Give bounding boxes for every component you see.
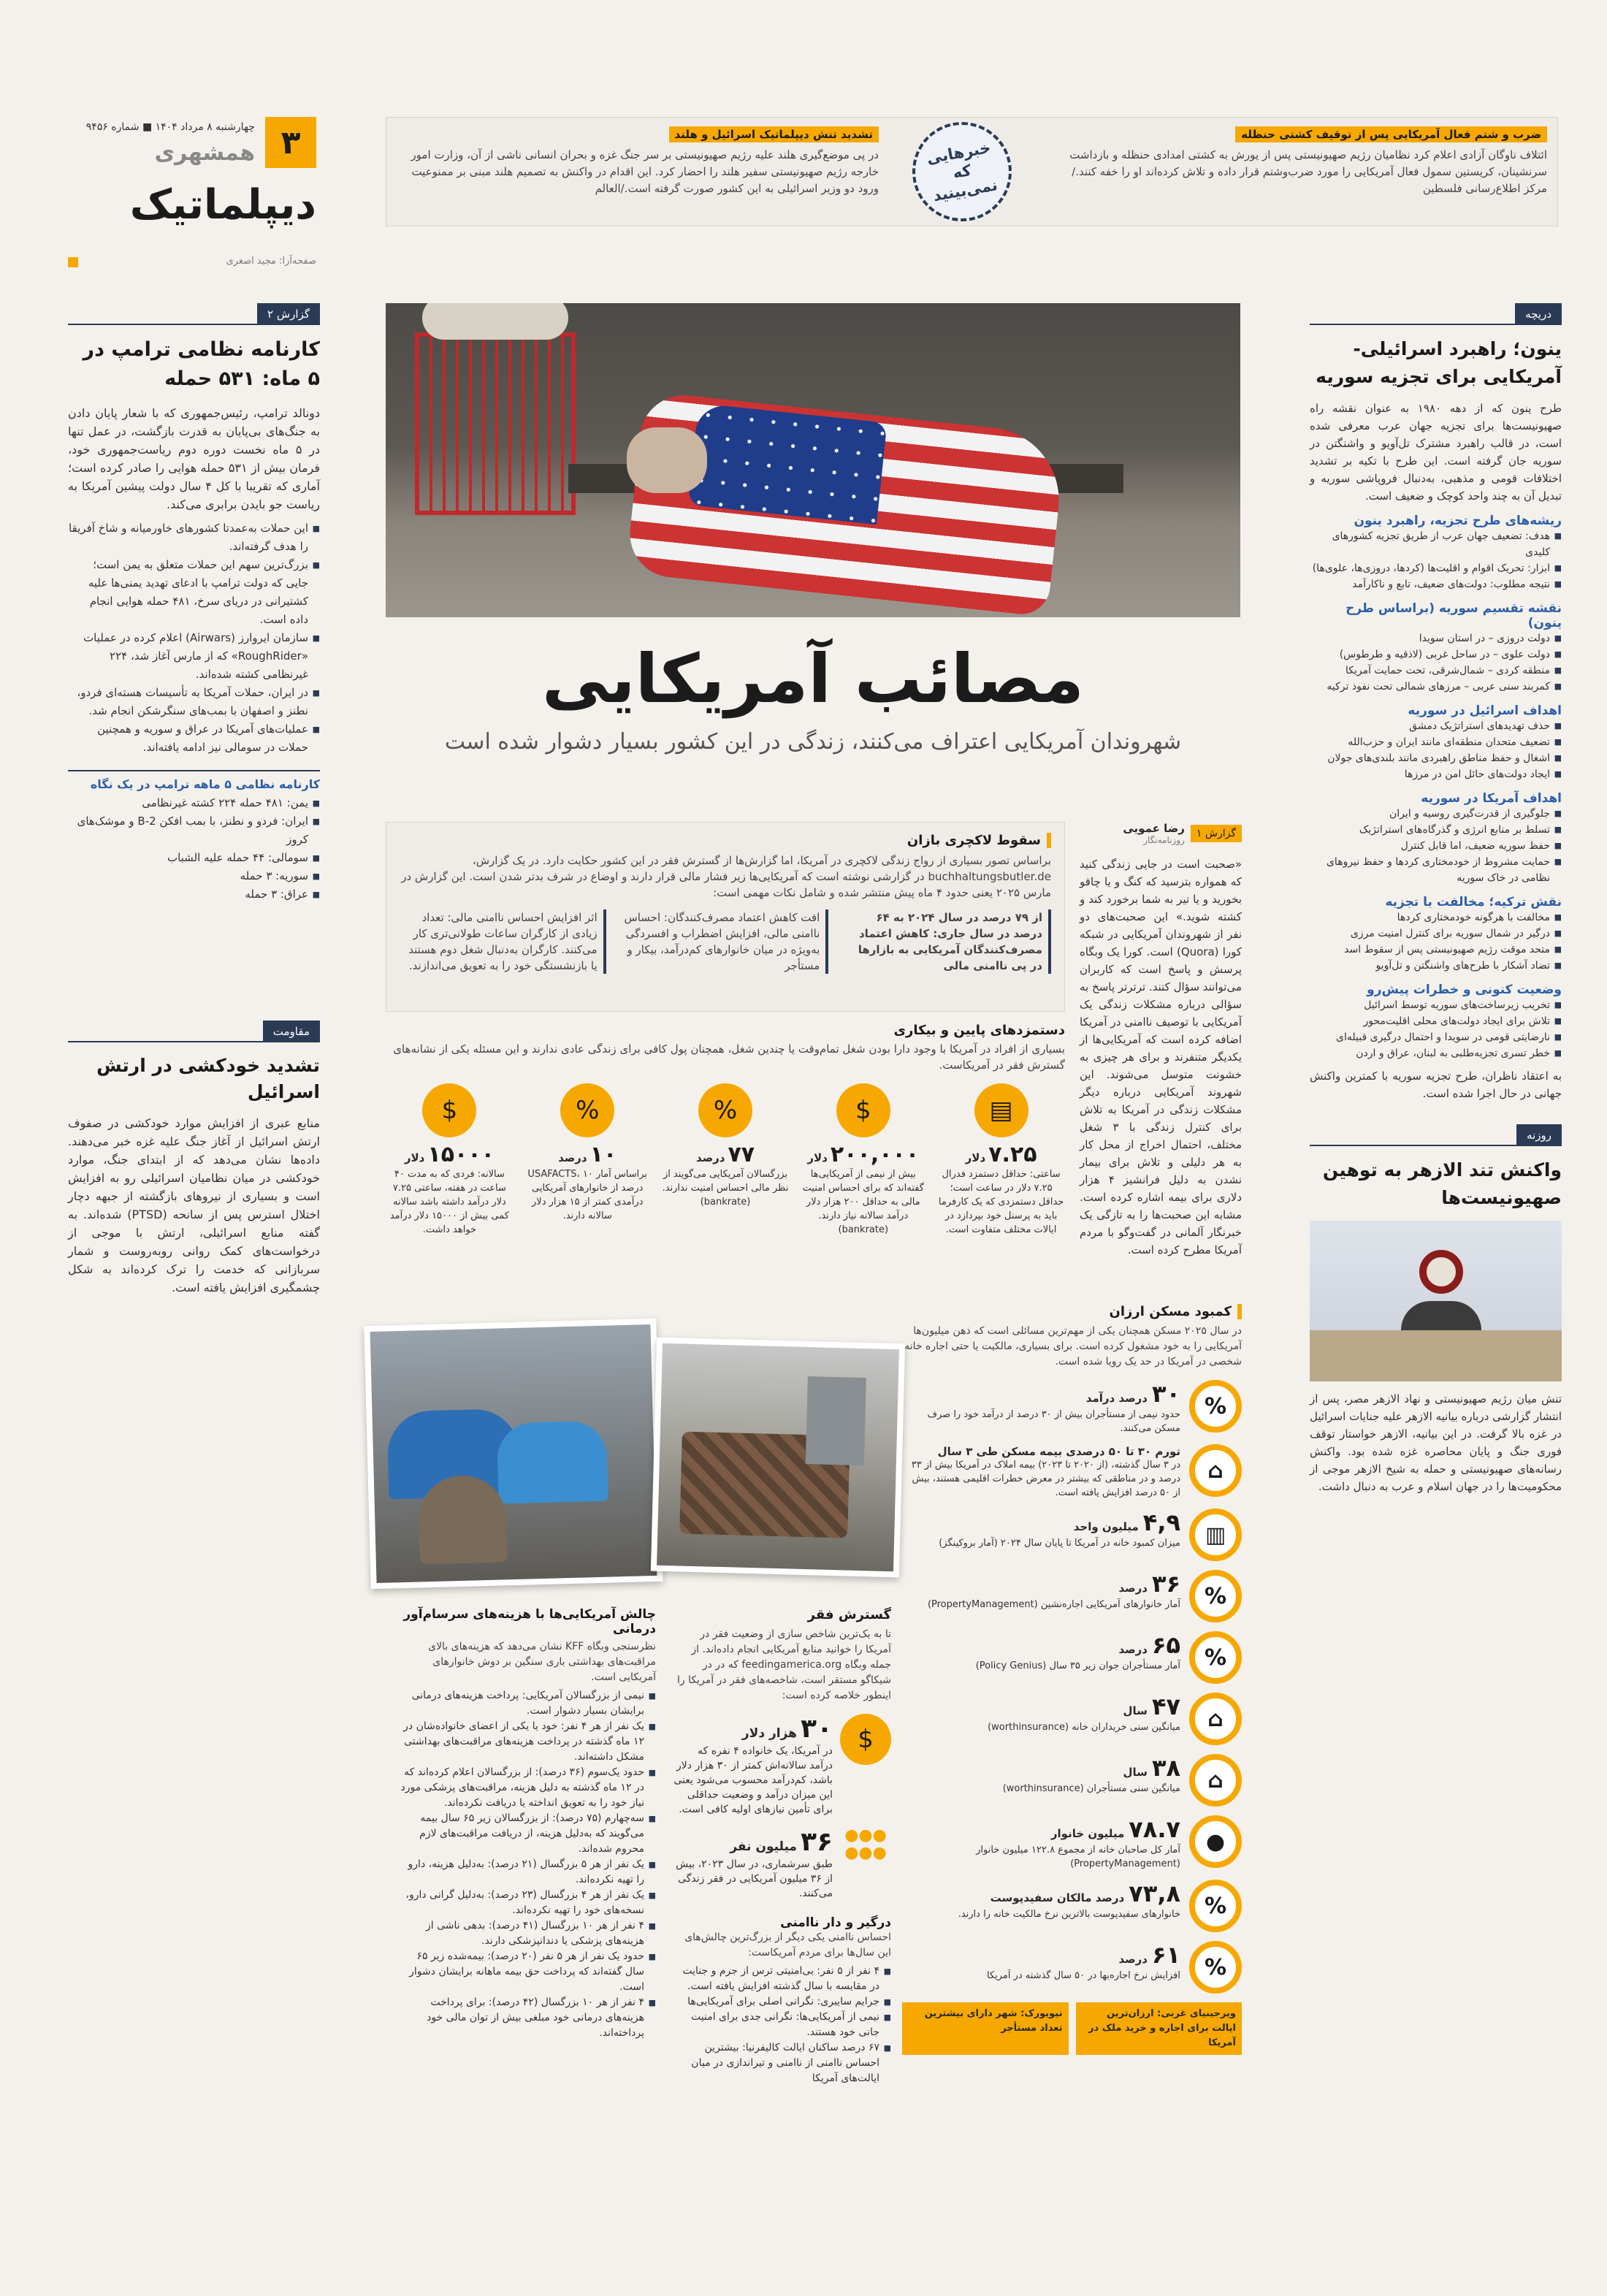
people-icon: ● (1189, 1815, 1242, 1868)
left-column-intro: دونالد ترامپ، رئیس‌جمهوری که با شعار پایان دادن به جنگ‌های بی‌پایان به قدرت بازگشت، در عمل تنها در ۵ ماه نخست دوره دوم ریاست‌جمهوری خود، فرمان بیش از ۵۳۱ حمله هوایی را صادر کرده است؛ آماری که تقریبا با کل ۴ سال دولت پیشین آمریکا به ریاست جو بایدن برابری می‌کند. (68, 406, 321, 511)
list-item: ■ سازمان ایروارز (Airwars) اعلام کرده در عملیات «RoughRider» که از مارس آغاز شد، ۲۲۴ غیرنظامی کشته شده‌اند. (68, 629, 320, 684)
editor-line: صفحه‌آرا: مجید اصغری (226, 256, 316, 267)
masthead (68, 117, 316, 267)
list-item: ■ هدف: تضعیف جهان عرب از طریق تجزیه کشورهای کلیدی (1310, 528, 1562, 560)
health-points (400, 1688, 656, 2041)
luxury-box (386, 822, 1065, 1012)
list-item: ■ تضاد آشکار با طرح‌های واشنگتن و تل‌آویو (1310, 958, 1562, 974)
wage-stat-value (524, 1142, 652, 1167)
housing-item-head (902, 1693, 1180, 1720)
housing-item-unit: درصد مالکان سفیدپوست (990, 1891, 1125, 1904)
top-news-right (1065, 126, 1547, 197)
list-item: ■ ایجاد دولت‌های حائل امن در مرزها (1310, 766, 1562, 782)
yinon-group (1310, 983, 1562, 1061)
editor-mark (68, 257, 78, 267)
poverty-section (672, 1607, 891, 2177)
list-item: ■ سه‌چهارم (۷۵ درصد): از بزرگسالان زیر ۶۵ سال بیمه می‌گویند که به‌دلیل هزینه، از دریافت مراقبت‌های لازم محروم شده‌اند. (400, 1811, 656, 1857)
list-item: ■ حذف تهدیدهای استراتژیک دمشق (1310, 718, 1562, 734)
wage-stat-value (937, 1142, 1065, 1167)
resist-title: تشدید خودکشی در ارتش اسرائیل (96, 1055, 320, 1102)
report-1-tag: گزارش ۱ (1191, 825, 1242, 842)
right-column-text-2: تنش میان رژیم صهیونیستی و نهاد الازهر مصر، پس از انتشار گزارشی درباره بیانیه الازهر علیه جنایات اسرائیل در غزه بالا گرفت. در این بیانیه، الازهر خواستار توقف فوری جنگ و پایان محاصره غزه شده بود. واکنش رسانه‌های صهیونیستی و حمله به شیخ الازهر موجی از محکومیت‌ها را در جهان اسلام و عرب به دنبال داشت. (1310, 1392, 1562, 1493)
wage-stat-num: ۱۰ (589, 1142, 617, 1167)
money-icon: $ (422, 1083, 476, 1137)
housing-item-num: ۶۱ (1151, 1941, 1180, 1969)
poverty-intro: تا به یک‌ترین شاخص سازی از وضعیت فقر در آمریکا را خوانید منابع آمریکایی انجام داده‌اند. از جمله وبگاه feedingamerica.org که در در شیکاگو مستقر است، شاخصه‌های فقر در آمریکا را اینطور خلاصه کرده است: (677, 1628, 891, 1701)
poverty-stat-2-unit: میلیون نفر (730, 1839, 797, 1854)
poverty-stat-2-num: ۳۶ (801, 1827, 833, 1857)
military-box (68, 770, 320, 904)
list-item: ■ ۴ نفر از ۵ نفر: بی‌امنیتی ترس از جرم و جنایت در مقایسه با سال گذشته افزایش یافته است. (672, 1964, 891, 1994)
buildings-icon: ▥ (1189, 1509, 1242, 1561)
percent-icon: % (1189, 1380, 1242, 1433)
top-news-left (397, 126, 879, 197)
wage-stat (662, 1083, 790, 1237)
housing-item-desc: در ۳ سال گذشته، (از ۲۰۲۰ تا ۲۰۲۳) بیمه املاک در آمریکا بیش از ۳۳ درصد و در مناطقی که بیشتر در معرض خطرات اقلیمی هستند، بیش از ۵۰ درصد افزایش یافته است. (911, 1460, 1180, 1498)
date-line: چهارشنبه ۸ مرداد ۱۴۰۴ ■ شماره ۹۴۵۶ (85, 121, 255, 133)
housing-item (902, 1509, 1242, 1561)
wage-stat-desc: سالانه: فردی که به مدت ۴۰ ساعت در هفته، ساعتی ۷.۲۵ دلار درآمد داشته باشد سالانه کمی بیش از ۱۵۰۰۰ دلار درآمد خواهد داشت. (389, 1169, 509, 1235)
tent-photo (364, 1319, 663, 1589)
percent-icon: % (1189, 1570, 1242, 1622)
health-section (400, 1607, 656, 2177)
page-number-badge (265, 117, 316, 168)
list-item: از ۷۹ درصد در سال ۲۰۲۴ به ۶۴ درصد در سال جاری: کاهش اعتماد مصرف‌کنندگان آمریکایی به بازارها در پی ناامنی مالی (844, 909, 1051, 974)
housing-item-num: ۳۶ (1151, 1570, 1180, 1598)
house-icon: ⌂ (1189, 1693, 1242, 1745)
percent-icon: % (560, 1083, 614, 1137)
yinon-group-title: اهداف اسرائیل در سوریه (1408, 703, 1562, 718)
housing-footer-left: نیویورک: شهر دارای بیشترین تعداد مستأجر (902, 2002, 1069, 2055)
yinon-group (1310, 514, 1562, 592)
poverty-stat-2-desc: طبق سرشماری، در سال ۲۰۲۳، بیش از ۳۶ میلیون آمریکایی در فقر زندگی می‌کنند. (676, 1858, 833, 1899)
wage-stat-desc: بیش از نیمی از آمریکایی‌ها گفته‌اند که برای احساس امنیت مالی به حداقل ۲۰۰ هزار دلار درآمد سالانه نیاز دارند. (bankrate) (802, 1169, 924, 1235)
yinon-group (1310, 895, 1562, 974)
housing-item-head (902, 1444, 1180, 1458)
list-item: اثر افزایش احساس ناامنی مالی: تعداد زیادی از کارگران ساعات طولانی‌تری کار می‌کنند. کارگران به‌دنبال شغل دوم هستند یا بازنشستگی خود را به تعویق می‌اندازند. (400, 909, 606, 974)
yinon-group-title: وضعیت کنونی و خطرات پیش‌رو (1367, 983, 1562, 997)
yinon-group (1310, 791, 1562, 886)
housing-item-head (902, 1631, 1180, 1659)
list-item: ■ در ایران، حملات آمریکا به تأسیسات هسته‌ای فردو، نطنز و اصفهان با بمب‌های سنگرشکن انجام شد. (68, 684, 320, 720)
wage-stat-num: ۷۷ (728, 1142, 755, 1167)
main-photo (386, 303, 1240, 617)
resist-text: منابع عبری از افزایش موارد خودکشی در صفوف ارتش اسرائیل از آغاز جنگ علیه غزه خبر می‌دهند. داده‌ها نشان می‌دهد که از ابتدای جنگ، موارد خودکشی در میان نظامیان اسرائیلی رو به افزایش است و بسیاری از نیروهای بازگشته از جبهه دچار اختلال استرس پس از سانحه (PTSD) شده‌اند. به گفته منابع اسرائیلی، ارتش با موجی از درخواست‌های کمک روانی روبه‌روست و شمار سربازانی که خدمت را ترک کرده‌اند به شکل چشمگیری افزایش یافته است. (68, 1116, 320, 1294)
yinon-group-title: نقشه تقسیم سوریه (براساس طرح ینون) (1345, 601, 1562, 630)
poverty-stat-1 (672, 1714, 891, 1817)
housing-item-unit: درصد درآمد (1085, 1392, 1148, 1405)
list-item: ■ حمایت مشروط از خودمختاری کردها و حفظ نیروهای نظامی در خاک سوریه (1310, 854, 1562, 886)
wage-stat-value (799, 1142, 927, 1167)
violence-points (672, 1964, 891, 2086)
wage-stat (386, 1083, 514, 1237)
yinon-group-title: ریشه‌های طرح تجزیه، راهبرد ینون (1354, 514, 1562, 528)
housing-items (902, 1380, 1242, 1994)
housing-item-num: ۷۸.۷ (1129, 1815, 1180, 1843)
yinon-group-items (1310, 909, 1562, 974)
yinon-groups (1310, 514, 1562, 1061)
top-news-badge-text: خبرهایی که نمی‌بینید (925, 138, 999, 205)
list-item: ■ تلاش برای ایجاد دولت‌های محلی اقلیت‌محور (1310, 1013, 1562, 1029)
right-tag: دریچه (1515, 303, 1562, 325)
list-item: ■ ۶۷ درصد ساکنان ایالت کالیفرنیا: بیشترین احساس ناامنی از ناامنی و تیراندازی در میان ایالت‌های آمریکا (672, 2040, 891, 2086)
list-item: ■ درگیر در شمال سوریه برای کنترل امنیت مرزی (1310, 926, 1562, 942)
housing-item (902, 1815, 1242, 1871)
wages-stats (386, 1083, 1065, 1237)
article-body-column (1080, 822, 1242, 1289)
right-column-title-2: واکنش تند الازهر به توهین صهیونیست‌ها (1322, 1159, 1562, 1208)
yinon-group (1310, 703, 1562, 782)
wage-stat (799, 1083, 927, 1237)
report-2-tag: گزارش ۲ (257, 303, 320, 325)
top-news-left-text: در پی موضع‌گیری هلند علیه رژیم صهیونیستی بر سر جنگ غزه و بحران انسانی ناشی از آن، وزارت امور خارجه رژیم صهیونیستی سفیر هلند را احضار کرد. این اقدام در واکنش به تصمیم هلند مبنی بر ممنوعیت ورود دو وزیر اسرائیلی به این کشور صورت گرفته است./العالم (411, 148, 879, 195)
percent-icon: % (698, 1083, 752, 1137)
housing-item-head (902, 1815, 1180, 1843)
list-item: ■ عملیات‌های آمریکا در عراق و سوریه و همچنین حملات در سومالی نیز ادامه یافته‌اند. (68, 720, 320, 757)
housing-item-desc: میانگین سنی خریداران خانه (worthinsurance) (988, 1722, 1180, 1733)
housing-item-num: ۳۸ (1151, 1754, 1180, 1782)
luxury-points (400, 909, 1051, 974)
report-1-header (1080, 822, 1242, 845)
percent-icon: % (1189, 1880, 1242, 1932)
wage-stat-value (662, 1142, 790, 1167)
wages-intro: بسیاری از افراد در آمریکا با وجود دارا بودن شغل تمام‌وقت یا چندین شغل، همچنان پول کافی برای زندگی عادی ندارند و این مسئله یکی از نشانه‌های گسترش فقر در آمریکاست. (393, 1042, 1065, 1072)
list-item: ■ ابزار: تحریک اقوام و اقلیت‌ها (کردها، دروزی‌ها، علوی‌ها) (1310, 560, 1562, 576)
headline-block (386, 636, 1240, 804)
yinon-group-title: اهداف آمریکا در سوریه (1421, 791, 1562, 806)
list-item: ■ سوریه: ۳ حمله (68, 867, 320, 885)
health-intro: نظرسنجی وبگاه KFF نشان می‌دهد که هزینه‌های بالای مراقبت‌های بهداشتی باری سنگین بر دوش خانوارهای آمریکایی است. (428, 1641, 656, 1683)
housing-item-head (902, 1754, 1180, 1782)
house-icon: ⌂ (1189, 1754, 1242, 1807)
percent-icon: % (1189, 1631, 1242, 1684)
top-news-badge (912, 122, 1012, 221)
list-item: ■ تسلط بر منابع انرژی و گذرگاه‌های استراتژیک (1310, 822, 1562, 838)
poverty-stat-1-desc: در آمریکا، یک خانواده ۴ نفره که درآمد سالانه‌اش کمتر از ۳۰ هزار دلار باشد، کم‌درآمد محسوب می‌شود یعنی این میزان درآمد و وضعیت حداقلی برای تأمین نیازهای اولیه کافی است. (673, 1745, 833, 1815)
housing-item-head (902, 1941, 1180, 1969)
paper-name: همشهری (154, 140, 255, 166)
right-tag-2: روزنه (1516, 1124, 1562, 1146)
list-item: ■ خطر تسری تجزیه‌طلبی به لبنان، عراق و اردن (1310, 1045, 1562, 1061)
wages-section (386, 1023, 1065, 1293)
list-item: ■ کمربند سنی عربی – مرزهای شمالی تحت نفوذ ترکیه (1310, 679, 1562, 695)
list-item: ■ حدود یک‌سوم (۳۶ درصد): از بزرگسالان اعلام کرده‌اند که در ۱۲ ماه گذشته به دلیل هزینه، مراقبت‌های پزشکی مورد نیاز خود را به تعویق انداخته یا دریافت نکرده‌اند. (400, 1765, 656, 1811)
top-news-right-title: ضرب و شتم فعال آمریکایی پس از توقیف کشتی حنظله (1235, 126, 1547, 142)
poverty-stat-2 (672, 1827, 891, 1901)
housing-item-unit: درصد (1118, 1643, 1148, 1656)
housing-item-num: ۳۰ (1151, 1380, 1180, 1408)
right-column (1310, 303, 1562, 2173)
housing-item-unit: تورم ۳۰ تا ۵۰ درصدی بیمه مسکن طی ۳ سال (937, 1445, 1180, 1458)
housing-item-desc: آمار کل صاحبان خانه از مجموع ۱۲۲.۸ میلیون خانوار (PropertyManagement) (976, 1845, 1180, 1869)
house-icon: ⌂ (1189, 1444, 1242, 1497)
top-news-right-text: ائتلاف ناوگان آزادی اعلام کرد نظامیان رژیم صهیونیستی پس از یورش به کشتی امدادی حنظله و بازداشت سرنشینان، کریستین سمول فعال آمریکایی را مورد ضرب‌وشتم قرار داده و تلاش کرده‌اند او را خفه کنند./مرکز اطلاع‌رسانی فلسطین (1069, 148, 1547, 195)
housing-section (902, 1304, 1242, 2173)
wage-stat-num: ۱۵۰۰۰ (427, 1142, 495, 1167)
housing-item-unit: میلیون واحد (1073, 1520, 1139, 1533)
housing-item-unit: سال (1123, 1704, 1148, 1717)
poverty-stat-1-unit: هزار دلار (741, 1726, 797, 1741)
housing-item-num: ۷۳,۸ (1129, 1880, 1180, 1907)
list-item: ■ ایران: فردو و نطنز، با بمب افکن B-2 و موشک‌های کروز (68, 812, 320, 849)
yinon-group-items (1310, 806, 1562, 886)
list-item: ■ ۴ نفر از هر ۱۰ بزرگسال (۴۱ درصد): بدهی ناشی از هزینه‌های پزشکی یا دندانپزشکی دارند. (400, 1918, 656, 1949)
right-column-title: ینون؛ راهبرد اسرائیلی-آمریکایی برای تجزیه سوریه (1316, 338, 1562, 387)
housing-item-desc: آمار مستأجران جوان زیر ۳۵ سال (Policy Genius) (975, 1660, 1180, 1671)
left-column-title: کارنامه نظامی ترامپ در ۵ ماه: ۵۳۱ حمله (83, 338, 320, 390)
list-item: ■ نارضایتی قومی در سویدا و احتمال درگیری قبیله‌ای (1310, 1029, 1562, 1045)
wage-stat-unit: دلار (404, 1151, 425, 1164)
violence-block (672, 1915, 891, 2086)
housing-item-unit: میلیون خانوار (1050, 1827, 1125, 1840)
main-headline: مصائب آمریکایی (541, 640, 1085, 718)
housing-item-num: ۶۵ (1151, 1631, 1180, 1659)
list-item: ■ جرایم سایبری: نگرانی اصلی برای آمریکایی‌ها (672, 1994, 891, 2010)
list-item: ■ مخالفت با هرگونه خودمختاری کردها (1310, 909, 1562, 926)
yinon-group-items (1310, 528, 1562, 592)
yinon-group-title: نقش ترکیه؛ مخالفت با تجزیه (1385, 895, 1562, 909)
housing-item-desc: آمار خانوارهای آمریکایی اجاره‌نشین (PropertyManagement) (927, 1599, 1180, 1610)
housing-footer-right: ویرجینیای غربی: ارزان‌ترین ایالت برای اجاره و خرید ملک در آمریکا (1076, 2002, 1243, 2055)
housing-item-desc: افزایش نرخ اجاره‌بها در ۵۰ سال گذشته در آمریکا (986, 1970, 1180, 1981)
left-column-points (68, 519, 320, 757)
list-item: ■ متحد موقت رژیم صهیونیستی پس از سقوط اسد (1310, 942, 1562, 958)
housing-item-num: ۴,۹ (1142, 1509, 1180, 1536)
housing-footer (902, 2002, 1242, 2055)
list-item: ■ عراق: ۳ حمله (68, 885, 320, 904)
housing-item (902, 1754, 1242, 1807)
military-box-items (68, 794, 320, 904)
article-body: «صحبت است در جایی زندگی کنید که همواره بترسید که کنگ و یا چاقو بخورید و یا تیر به شما برخورد کند و کشته شوید.» این صحبت‌های دو نفر از شهروندان آمریکایی در شبکه کورا (Quora) است. کورا یک وبگاه پرسش و پاسخ است که کاربران می‌توانند سؤال کنند. ترترتر پاسخ به سؤالی درباره مشکلات زندگی یک آمریکایی با توصیف ناامنی در آمریکا اضافه کرده است که آمریکایی‌ها از یکدیگر متنفرند و برای هر چیزی به خشونت متوسل می‌شوند. این شهروند آمریکایی درباره دیگر مشکلات زندگی در آمریکا به تلاش برای کنترل زندگی با ۳ شغل مختلف، احتمال اخراج از محل کار به هر دلیلی و تلاش برای بیمار نشدن به دلیل فرانشیز ۴ هزار دلاری برای بیمه اشاره کرده است. مشابه این صحبت‌ها را به تازگی یک خبرنگار آلمانی در گفت‌وگو با مردم آمریکا مطرح کرده است. (1080, 858, 1242, 1256)
wage-stat-unit: دلار (807, 1151, 828, 1164)
list-item: ■ یک نفر از هر ۴ بزرگسال (۲۳ درصد): به‌دلیل گرانی دارو، نسخه‌های خود را تهیه نکرده‌اند. (400, 1888, 656, 1918)
housing-item-head (902, 1380, 1180, 1408)
housing-item (902, 1941, 1242, 1994)
cash-icon: ▤ (974, 1083, 1028, 1137)
wage-stat-unit: درصد (558, 1151, 587, 1164)
housing-title: کمبود مسکن ارزان (902, 1304, 1242, 1319)
list-item: افت کاهش اعتماد مصرف‌کنندگان: احساس ناامنی مالی، افزایش اضطراب و افسردگی به‌ویژه در میان خانوارهای کم‌درآمد، بیکار و مستأجر (622, 909, 829, 974)
list-item: ■ دولت علوی – در ساحل غربی (لاذقیه و طرطوس) (1310, 647, 1562, 663)
housing-item (902, 1693, 1242, 1745)
right-column-closing: به اعتقاد ناظران، طرح تجزیه سوریه با کمترین واکنش جهانی در حال اجرا شده است. (1310, 1069, 1562, 1100)
list-item: ■ این حملات به‌عمدتا کشورهای خاورمیانه و شاخ آفریقا را هدف گرفته‌اند. (68, 519, 320, 556)
list-item: ■ حدود یک نفر از هر ۵ نفر (۲۰ درصد): بیمه‌شده زیر ۶۵ سال گفته‌اند که پرداخت حق بیمه ماهانه برایشان دشوار است. (400, 1949, 656, 1995)
list-item: ■ تضعیف متحدان منطقه‌ای مانند ایران و حزب‌الله (1310, 734, 1562, 750)
list-item: ■ ۴ نفر از هر ۱۰ بزرگسال (۴۲ درصد): برای پرداخت هزینه‌های درمانی خود مبلغی بیش از توان مالی خود پرداخته‌اند. (400, 1995, 656, 2041)
wage-stat (937, 1083, 1065, 1237)
list-item: ■ تخریب زیرساخت‌های سوریه توسط اسرائیل (1310, 997, 1562, 1013)
wage-stat-desc: براساس آمار USAFACTS، ۱۰ درصد از خانوارهای آمریکایی درآمدی کمتر از ۱۵ هزار دلار سالانه دارند. (527, 1169, 648, 1221)
housing-item (902, 1880, 1242, 1932)
list-item: ■ یک نفر از هر ۴ نفر: خود یا یکی از اعضای خانواده‌شان در ۱۲ ماه گذشته در پرداخت هزینه‌های مراقبت‌های بهداشتی مشکل داشته‌اند. (400, 1719, 656, 1765)
poverty-title: گسترش فقر (807, 1607, 891, 1622)
author-role: روزنامه‌نگار (1143, 835, 1185, 845)
wage-stat-value (386, 1142, 514, 1167)
main-subheadline: شهروندان آمریکایی اعتراف می‌کنند، زندگی در این کشور بسیار دشوار شده است (444, 729, 1182, 755)
wage-stat-num: ۷.۲۵ (988, 1142, 1037, 1167)
list-item: ■ دولت دروزی – در استان سویدا (1310, 630, 1562, 647)
housing-item (902, 1444, 1242, 1500)
list-item: ■ یک نفر از هر ۵ بزرگسال (۲۱ درصد): به‌دلیل هزینه، دارو را تهیه نکرده‌اند. (400, 1857, 656, 1888)
author-name: رضا عمویی (1123, 822, 1185, 835)
list-item: ■ منطقه کردی – شمال‌شرقی، تحت حمایت آمریکا (1310, 663, 1562, 679)
list-item: ■ اشغال و حفظ مناطق راهبردی مانند بلندی‌های جولان (1310, 750, 1562, 766)
top-news-left-title: تشدید تنش دیپلماتیک اسرائیل و هلند (669, 126, 879, 142)
violence-title: درگیر و دار ناامنی (780, 1915, 891, 1930)
health-title: چالش آمریکایی‌ها با هزینه‌های سرسام‌آور درمانی (403, 1607, 656, 1636)
yinon-group-items (1310, 997, 1562, 1061)
wage-stat-num: ۲۰۰,۰۰۰ (830, 1142, 920, 1167)
list-item: ■ یمن: ۴۸۱ حمله ۲۲۴ کشته غیرنظامی (68, 794, 320, 812)
housing-item-head (902, 1509, 1180, 1536)
azhar-photo (1310, 1221, 1562, 1381)
yinon-group (1310, 601, 1562, 695)
military-box-title: کارنامه نظامی ۵ ماهه ترامپ در یک نگاه (90, 777, 320, 791)
list-item: ■ بزرگ‌ترین سهم این حملات متعلق به یمن است؛ جایی که دولت ترامپ با ادعای تهدید یمنی‌ها علیه کشتیرانی در دریای سرخ، ۴۸۱ حمله هوایی انجام داده است. (68, 556, 320, 629)
housing-item-desc: میانگین سنی مستأجران (worthinsurance) (1002, 1783, 1180, 1794)
housing-item-desc: خانوارهای سفیدپوست بالاترین نرخ مالکیت خانه را دارند. (958, 1909, 1180, 1920)
wages-title: دستمزدهای پایین و بیکاری (893, 1023, 1065, 1038)
housing-item-head (902, 1570, 1180, 1598)
luxury-title: سقوط لاکچری بازان (400, 833, 1051, 848)
page-number: ۳ (280, 123, 301, 161)
housing-item-unit: درصد (1118, 1582, 1148, 1595)
housing-item-unit: سال (1123, 1766, 1148, 1779)
moneybag-icon: $ (836, 1083, 890, 1137)
housing-item-unit: درصد (1118, 1953, 1148, 1966)
wage-stat-unit: دلار (965, 1151, 986, 1164)
housing-item-desc: میزان کمبود خانه در آمریکا تا پایان سال ۲۰۲۴ (آمار بروکینگز) (939, 1538, 1180, 1549)
right-column-intro: طرح ینون که از دهه ۱۹۸۰ به عنوان نقشه راه صهیونیست‌ها برای تجزیه جهان عرب معرفی شده است، در قالب راهبرد مشترک تل‌آویو و واشنگتن در سوریه جان گرفته است. این طرح با تکیه بر تشدید اختلافات قومی و مذهبی، به‌دنبال فروپاشی سوریه و تبدیل آن به چند واحد کوچک و ضعیف است. (1310, 402, 1562, 503)
people-icon: ●●● ●●● (844, 1826, 887, 1862)
housing-item (902, 1570, 1242, 1622)
dollar-icon: $ (840, 1714, 891, 1765)
street-photo (651, 1338, 905, 1578)
resist-tag: مقاومت (263, 1021, 320, 1042)
list-item: ■ جلوگیری از قدرت‌گیری روسیه و ایران (1310, 806, 1562, 822)
wage-stat-desc: ساعتی: حداقل دستمزد فدرال ۷.۲۵ دلار در ساعت است؛ حداقل دستمزدی که یک کارفرما باید به پرسنل خود بپردازد در ایالات مختلف متفاوت است. (938, 1169, 1064, 1235)
list-item: ■ نیمی از بزرگسالان آمریکایی: پرداخت هزینه‌های درمانی برایشان بسیار دشوار است. (400, 1688, 656, 1719)
wage-stat-desc: بزرگسالان آمریکایی می‌گویند از نظر مالی احساس امنیت ندارند. (bankrate) (662, 1169, 789, 1208)
housing-item-num: ۴۷ (1151, 1693, 1180, 1720)
list-item: ■ نتیجه مطلوب: دولت‌های ضعیف، تابع و ناکارآمد (1310, 576, 1562, 592)
section-name: دیپلماتیک (129, 181, 316, 229)
left-column (68, 303, 320, 2173)
wage-stat (524, 1083, 652, 1237)
list-item: ■ حفظ سوریه ضعیف، اما قابل کنترل (1310, 838, 1562, 854)
housing-item (902, 1631, 1242, 1684)
violence-intro: احساس ناامنی یکی دیگر از بزرگ‌ترین چالش‌های این سال‌ها برای مردم آمریکاست: (684, 1931, 891, 1959)
list-item: ■ نیمی از آمریکایی‌ها: نگرانی جدی برای امنیت جانی خود هستند. (672, 2010, 891, 2040)
housing-intro: در سال ۲۰۲۵ مسکن همچنان یکی از مهم‌ترین مسائلی است که ذهن میلیون‌ها آمریکایی را به خود مشغول کرده است. برای بسیاری، مالکیت یا حتی اجاره خانه شخصی در آمریکا در حد یک رویا شده است. (904, 1325, 1242, 1368)
poverty-stat-1-num: ۳۰ (801, 1714, 833, 1744)
luxury-intro: براساس تصور بسیاری از رواج زندگی لاکچری در آمریکا، اما گزارش‌ها از گسترش فقر در این کشور حکایت دارد. در یک گزارش، buchhaltungsbutler.de در گزارشی نوشته است که آمریکایی‌ها زیر فشار مالی قرار دارند و اوضاع در شرف بدتر شدن است. این گزارش در مارس ۲۰۲۵ یعنی حدود ۴ ماه پیش منتشر شده و شامل نکات مهمی است: (401, 854, 1051, 899)
wage-stat-unit: درصد (695, 1151, 725, 1164)
yinon-group-items (1310, 630, 1562, 695)
top-news-strip (386, 117, 1558, 226)
housing-item-desc: حدود نیمی از مستأجران بیش از ۳۰ درصد از درآمد خود را صرف مسکن می‌کنند. (927, 1409, 1180, 1434)
percent-icon: % (1189, 1941, 1242, 1994)
yinon-group-items (1310, 718, 1562, 782)
list-item: ■ سومالی: ۴۴ حمله علیه الشباب (68, 849, 320, 867)
housing-item (902, 1380, 1242, 1435)
housing-item-head (902, 1880, 1180, 1907)
